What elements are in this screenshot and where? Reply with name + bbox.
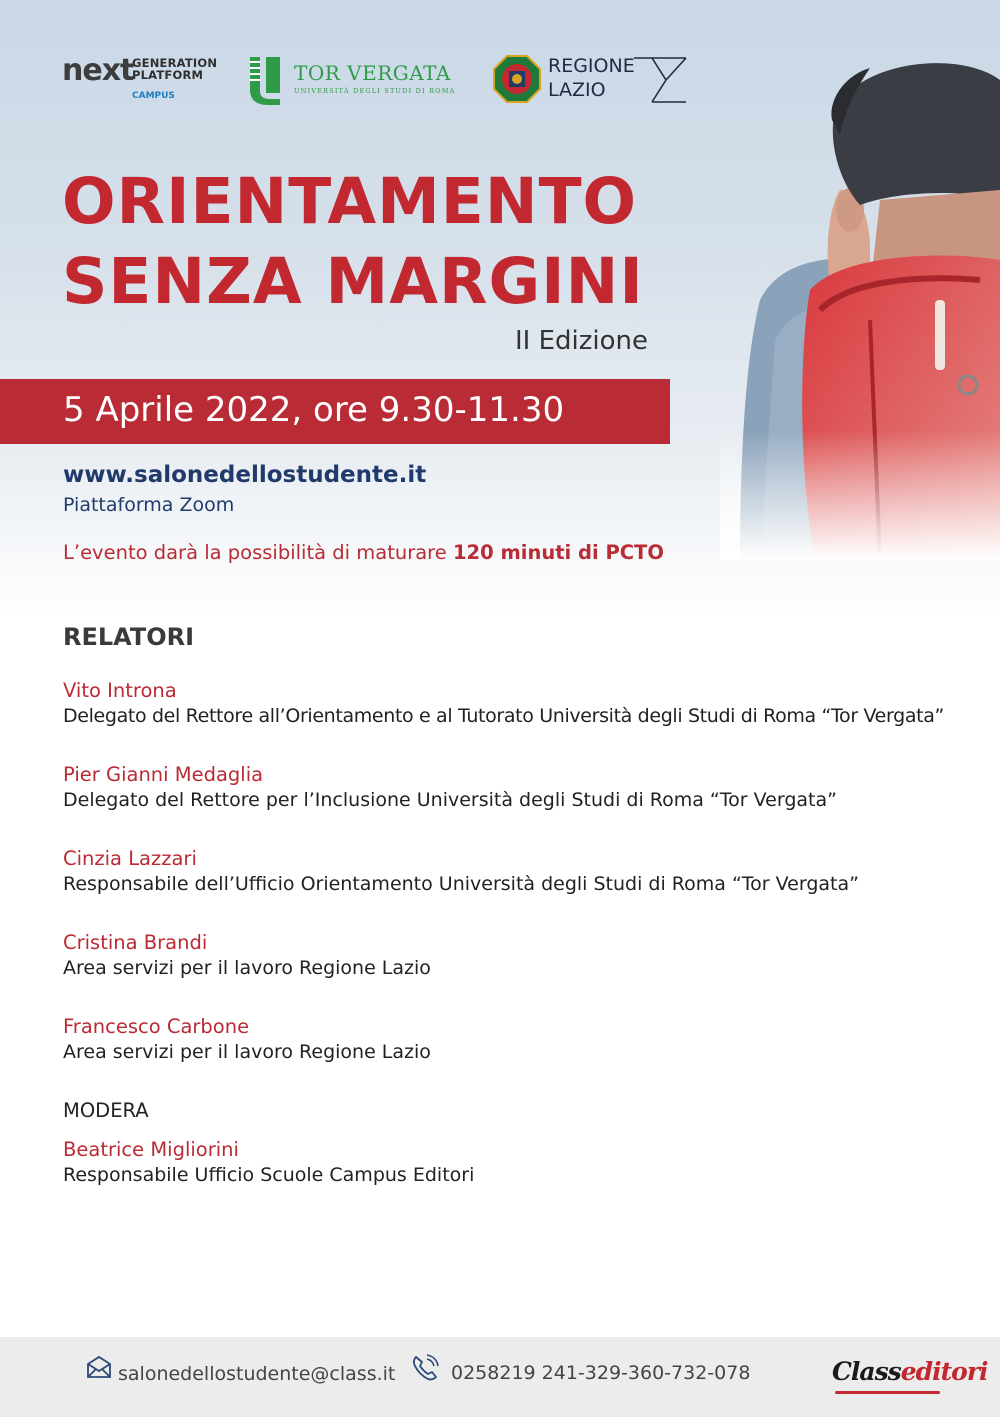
speakers-heading: RELATORI xyxy=(63,623,195,651)
speaker-name: Vito Introna xyxy=(63,679,177,702)
event-date: 5 Aprile 2022, ore 9.30-11.30 xyxy=(63,390,565,430)
speaker-item xyxy=(63,763,837,811)
speaker-name: Cristina Brandi xyxy=(63,931,208,954)
regione-lazio-logo xyxy=(492,52,692,108)
regione-line1: REGIONE xyxy=(548,55,635,77)
contact-phone[interactable]: 0258219 241-329-360-732-078 xyxy=(451,1362,751,1384)
platform-label: Piattaforma Zoom xyxy=(63,494,235,516)
tor-vergata-subtitle: UNIVERSITÀ DEGLI STUDI DI ROMA xyxy=(294,87,456,95)
contact-email[interactable]: salonedellostudente@class.it xyxy=(118,1363,396,1385)
title-line-1: ORIENTAMENTO xyxy=(62,165,638,238)
next-logo-line2: PLATFORM xyxy=(132,68,204,82)
speaker-name: Cinzia Lazzari xyxy=(63,847,197,870)
publisher-part-b: editori xyxy=(900,1357,988,1386)
speaker-item xyxy=(63,931,431,979)
tor-vergata-logo xyxy=(246,55,476,107)
moderator-heading: MODERA xyxy=(63,1099,149,1122)
speaker-role: Area servizi per il lavoro Regione Lazio xyxy=(63,957,431,979)
speaker-name: Francesco Carbone xyxy=(63,1015,250,1038)
footer xyxy=(0,1337,1000,1417)
moderator-role: Responsabile Ufficio Scuole Campus Editori xyxy=(63,1164,475,1186)
edition-label: II Edizione xyxy=(515,326,649,356)
publisher-part-a: Class xyxy=(832,1357,901,1386)
moderator-item xyxy=(63,1138,474,1186)
speaker-role: Responsabile dell’Ufficio Orientamento Università degli Studi di Roma “Tor Vergata” xyxy=(63,873,859,895)
speaker-item xyxy=(63,679,944,727)
speaker-role: Area servizi per il lavoro Regione Lazio xyxy=(63,1041,431,1063)
tor-vergata-emblem-icon xyxy=(246,55,284,105)
title-line-2: SENZA MARGINI xyxy=(62,245,644,318)
event-title xyxy=(62,162,644,322)
next-generation-platform-logo xyxy=(62,55,222,103)
student-photo xyxy=(720,40,1000,560)
date-banner xyxy=(0,379,670,444)
moderator-name: Beatrice Migliorini xyxy=(63,1138,239,1161)
classeditori-logo xyxy=(832,1357,988,1386)
pcto-text: L’evento darà la possibilità di maturare xyxy=(63,541,453,564)
speaker-name: Pier Gianni Medaglia xyxy=(63,763,264,786)
pcto-highlight: 120 minuti di PCTO xyxy=(452,541,664,564)
speaker-role: Delegato del Rettore per l’Inclusione Università degli Studi di Roma “Tor Vergata” xyxy=(63,789,837,811)
mail-icon xyxy=(86,1355,112,1379)
speaker-item xyxy=(63,847,859,895)
next-logo-campus: CAMPUS xyxy=(132,91,175,101)
regione-lazio-text xyxy=(548,54,635,102)
phone-icon xyxy=(410,1353,440,1383)
next-logo-tagline xyxy=(132,57,217,81)
classeditori-underline xyxy=(835,1391,940,1394)
pcto-note xyxy=(63,541,664,564)
tor-vergata-name: TOR VERGATA xyxy=(294,61,451,85)
regione-lazio-seal-icon xyxy=(492,54,542,104)
speaker-role: Delegato del Rettore all’Orientamento e al Tutorato Università degli Studi di Roma “Tor Vergata” xyxy=(63,705,945,727)
website-link[interactable]: www.salonedellostudente.it xyxy=(63,462,427,488)
next-logo-wordmark: next xyxy=(62,53,134,88)
regione-lazio-lines-icon xyxy=(632,54,688,106)
next-logo-line1: GENERATION xyxy=(132,56,218,70)
speaker-item xyxy=(63,1015,431,1063)
regione-line2: LAZIO xyxy=(548,79,606,101)
